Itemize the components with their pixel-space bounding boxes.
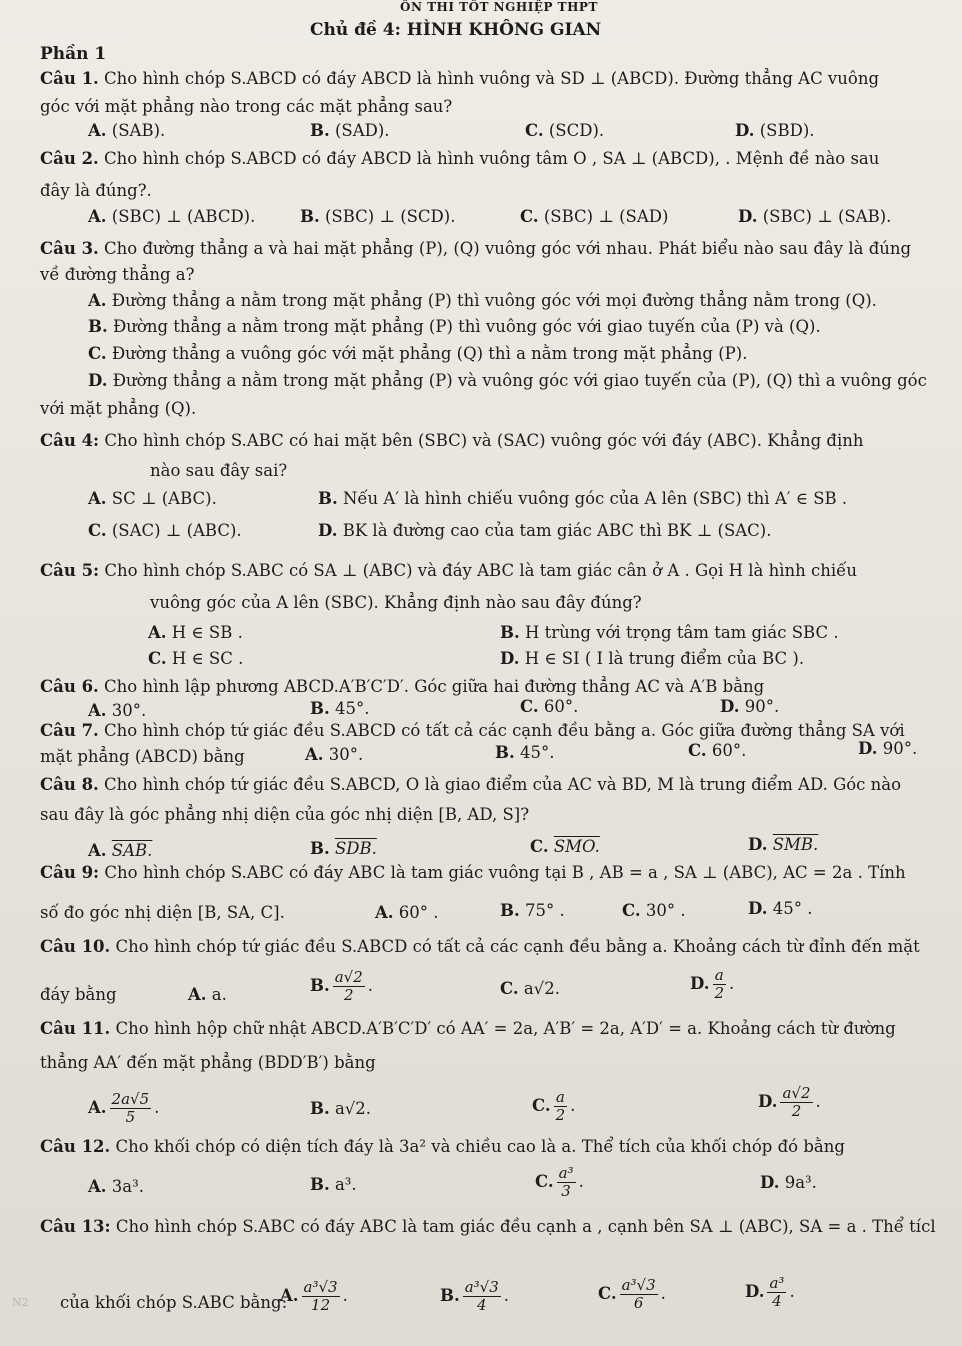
question-label: Câu 7.: [40, 721, 99, 740]
option-c: C. (SAC) ⊥ (ABC).: [88, 521, 242, 540]
option-c: C. 60°.: [688, 741, 747, 760]
question-label: Câu 9:: [40, 863, 100, 882]
question-label: Câu 12.: [40, 1137, 111, 1156]
question-text-cont: thẳng AA′ đến mặt phẳng (BDD′B′) bằng: [40, 1053, 376, 1072]
question-2: [40, 148, 879, 170]
option-d: D. $\frac{a√2}{2}$ .: [758, 1084, 821, 1120]
option-c: C. (SCD).: [525, 121, 605, 140]
option-a: A. $\frac{2a√5}{5}$ .: [88, 1090, 160, 1126]
option-a: A. H ∈ SB .: [148, 623, 243, 642]
question-text-cont: về đường thẳng a?: [40, 265, 195, 284]
option-d: D. BK là đường cao của tam giác ABC thì BK ⊥ (SAC).: [318, 521, 772, 540]
question-12: [40, 1136, 845, 1158]
option-b: B. a³.: [310, 1175, 357, 1194]
question-text-cont: của khối chóp S.ABC bằng:: [60, 1293, 288, 1312]
option-c: C. $\frac{a}{2}$ .: [532, 1088, 576, 1124]
option-c: C. 60°.: [520, 697, 579, 716]
option-c: C. $\frac{\text{a³√3}}{6}$ .: [598, 1276, 666, 1312]
question-label: Câu 2.: [40, 149, 99, 168]
option-a: A. a.: [188, 985, 227, 1004]
question-13: [40, 1216, 936, 1238]
option-a: A. Đường thẳng a nằm trong mặt phẳng (P) thì vuông góc với mọi đường thẳng nằm trong (Q).: [88, 291, 877, 310]
question-text: Cho hình chóp tứ giác đều S.ABCD có tất cả các cạnh đều bằng a. Khoảng cách từ đỉnh đến mặt: [115, 937, 920, 956]
option-d: D. 90°.: [720, 697, 780, 716]
option-d: D. SMB.: [748, 835, 819, 854]
option-a: A. 30°.: [305, 745, 364, 764]
question-text: Cho khối chóp có diện tích đáy là 3a² và chiều cao là a. Thể tích của khối chóp đó bằng: [115, 1137, 845, 1156]
option-a: A. 30°.: [88, 701, 147, 720]
question-5: [40, 560, 857, 582]
question-text: Cho hình lập phương ABCD.A′B′C′D′. Góc giữa hai đường thẳng AC và A′B bằng: [104, 677, 765, 696]
option-a: A. 60° .: [375, 903, 439, 922]
question-text: Cho hình hộp chữ nhật ABCD.A′B′C′D′ có AA′ = 2a, A′B′ = 2a, A′D′ = a. Khoảng cách từ đường: [115, 1019, 896, 1038]
option-d: D. (SBC) ⊥ (SAB).: [738, 207, 892, 226]
part-heading: Phần 1: [40, 44, 107, 64]
exam-header: ÔN THI TỐT NGHIỆP THPT: [400, 0, 598, 14]
question-text: Cho hình chóp S.ABC có SA ⊥ (ABC) và đáy ABC là tam giác cân ở A . Gọi H là hình chiếu: [104, 561, 857, 580]
question-3: [40, 238, 911, 260]
question-text-cont: số đo góc nhị diện [B, SA, C].: [40, 903, 285, 922]
question-9: [40, 862, 906, 884]
option-b: B. 45°.: [495, 743, 555, 762]
question-text-cont: vuông góc của A lên (SBC). Khẳng định nào sau đây đúng?: [150, 593, 642, 612]
option-a: A. SC ⊥ (ABC).: [88, 489, 217, 508]
question-text: Cho hình chóp S.ABC có hai mặt bên (SBC) và (SAC) vuông góc với đáy (ABC). Khẳng định: [104, 431, 864, 450]
question-text: Cho hình chóp S.ABC có đáy ABC là tam giác đều cạnh a , cạnh bên SA ⊥ (ABC), SA = a . Thể tícl: [115, 1217, 936, 1236]
option-d: D. H ∈ SI ( I là trung điểm của BC ).: [500, 649, 805, 668]
question-4: [40, 430, 864, 452]
question-text: Cho hình chóp S.ABC có đáy ABC là tam giác vuông tại B , AB = a , SA ⊥ (ABC), AC = 2a . Tính: [104, 863, 906, 882]
question-11: [40, 1018, 896, 1040]
question-text-cont: góc với mặt phẳng nào trong các mặt phẳng sau?: [40, 97, 453, 116]
option-a: A. (SAB).: [88, 121, 166, 140]
option-b: B. 75° .: [500, 901, 565, 920]
question-text-cont: sau đây là góc phẳng nhị diện của góc nhị diện [B, AD, S]?: [40, 805, 530, 824]
option-d: D. $\frac{\text{a³}}{4}$ .: [745, 1274, 795, 1310]
question-10: [40, 936, 920, 958]
question-label: Câu 3.: [40, 239, 99, 258]
question-1: [40, 68, 879, 90]
option-d: D. (SBD).: [735, 121, 815, 140]
option-b: B. a√2.: [310, 1099, 372, 1118]
question-text-cont: đây là đúng?.: [40, 181, 152, 200]
option-a: A. 3a³.: [88, 1177, 144, 1196]
question-text: Cho hình chóp tứ giác đều S.ABCD có tất cả các cạnh đều bằng a. Góc giữa đường thẳng SA với: [104, 721, 905, 740]
question-text-cont: nào sau đây sai?: [150, 461, 288, 480]
option-d: D. 90°.: [858, 739, 918, 758]
question-6: [40, 676, 764, 698]
topic-title: Chủ đề 4: HÌNH KHÔNG GIAN: [310, 20, 602, 40]
question-8: [40, 774, 901, 796]
question-text: Cho hình chóp tứ giác đều S.ABCD, O là giao điểm của AC và BD, M là trung điểm AD. Góc nào: [104, 775, 902, 794]
option-b: B. H trùng với trọng tâm tam giác SBC .: [500, 623, 839, 642]
option-b: B. $\frac{\text{a³√3}}{4}$ .: [440, 1278, 510, 1314]
margin-note: N2: [12, 1296, 29, 1309]
option-b: B. (SAD).: [310, 121, 390, 140]
question-label: Câu 8.: [40, 775, 99, 794]
option-b: B. Đường thẳng a nằm trong mặt phẳng (P) thì vuông góc với giao tuyến của (P) và (Q).: [88, 317, 821, 336]
option-b: B. SDB.: [310, 839, 377, 858]
option-b: B. 45°.: [310, 699, 370, 718]
question-label: Câu 10.: [40, 937, 111, 956]
option-b: B. Nếu A′ là hình chiếu vuông góc của A lên (SBC) thì A′ ∈ SB .: [318, 489, 848, 508]
option-d: D. $\frac{a}{2}$ .: [690, 966, 735, 1002]
question-label: Câu 6.: [40, 677, 99, 696]
question-label: Câu 13:: [40, 1217, 111, 1236]
option-a: A. (SBC) ⊥ (ABCD).: [88, 207, 256, 226]
question-text: Cho đường thẳng a và hai mặt phẳng (P), (Q) vuông góc với nhau. Phát biểu nào sau đây là đúng: [104, 239, 912, 258]
question-text: Cho hình chóp S.ABCD có đáy ABCD là hình vuông và SD ⊥ (ABCD). Đường thẳng AC vuông: [104, 69, 880, 88]
option-d: D. 45° .: [748, 899, 813, 918]
question-7: [40, 720, 905, 742]
option-d: D. 9a³.: [760, 1173, 817, 1192]
option-c: C. SMO.: [530, 837, 600, 856]
option-c: C. Đường thẳng a vuông góc với mặt phẳng (Q) thì a nằm trong mặt phẳng (P).: [88, 344, 748, 363]
option-d-cont: với mặt phẳng (Q).: [40, 399, 197, 418]
question-label: Câu 11.: [40, 1019, 111, 1038]
option-c: C. H ∈ SC .: [148, 649, 244, 668]
option-c: C. (SBC) ⊥ (SAD): [520, 207, 669, 226]
question-text-cont: đáy bằng: [40, 985, 117, 1004]
option-b: B. $\frac{a√2}{2}$ .: [310, 968, 373, 1004]
option-c: C. a√2.: [500, 979, 560, 998]
option-b: B. (SBC) ⊥ (SCD).: [300, 207, 456, 226]
question-label: Câu 1.: [40, 69, 99, 88]
question-text: Cho hình chóp S.ABCD có đáy ABCD là hình vuông tâm O , SA ⊥ (ABCD), . Mệnh đề nào sau: [104, 149, 880, 168]
option-c: C. $\frac{\text{a³}}{3}$ .: [535, 1164, 584, 1200]
question-text-cont: mặt phẳng (ABCD) bằng: [40, 747, 245, 766]
option-d: D. Đường thẳng a nằm trong mặt phẳng (P) và vuông góc với giao tuyến của (P), (Q) thì a vuông góc: [88, 371, 927, 390]
option-a: A. $\frac{\text{a³√3}}{12}$ .: [280, 1278, 348, 1314]
option-a: A. SAB.: [88, 841, 153, 860]
option-c: C. 30° .: [622, 901, 686, 920]
question-label: Câu 4:: [40, 431, 100, 450]
question-label: Câu 5:: [40, 561, 100, 580]
